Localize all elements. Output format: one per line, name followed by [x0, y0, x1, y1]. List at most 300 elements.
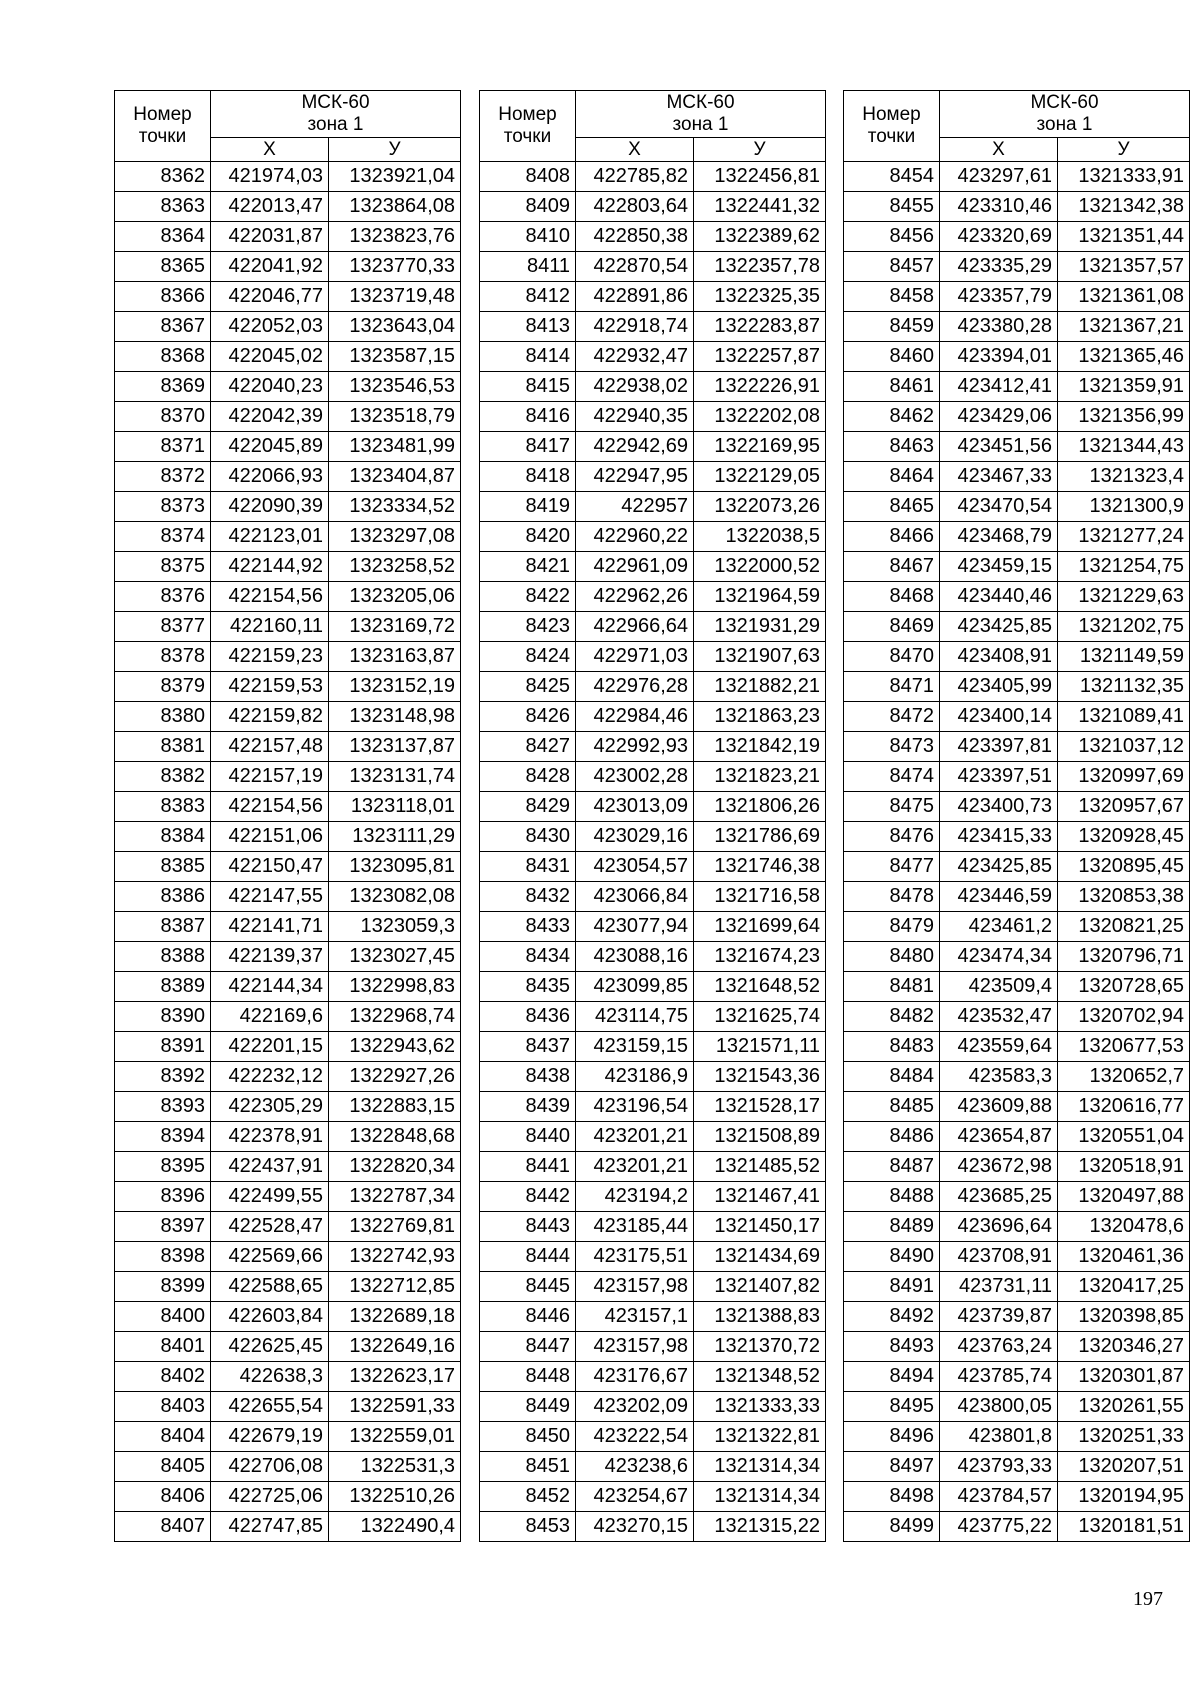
table-row [844, 1332, 1190, 1362]
x-coordinate-cell: 423176,67 [576, 1362, 694, 1392]
point-number-cell: 8383 [115, 792, 211, 822]
x-coordinate-cell: 423297,61 [940, 162, 1058, 192]
x-coordinate-cell: 423775,22 [940, 1512, 1058, 1542]
x-coordinate-cell: 422052,03 [211, 312, 329, 342]
y-coordinate-cell: 1320853,38 [1058, 882, 1190, 912]
table-row [115, 1392, 461, 1422]
x-coordinate-cell: 423609,88 [940, 1092, 1058, 1122]
x-coordinate-cell: 422144,92 [211, 552, 329, 582]
table-row [480, 882, 826, 912]
coordinate-system-header [211, 91, 461, 138]
point-number-cell: 8397 [115, 1212, 211, 1242]
table-row [480, 852, 826, 882]
y-coordinate-cell: 1322038,5 [694, 522, 826, 552]
point-number-cell: 8362 [115, 162, 211, 192]
table-row [844, 192, 1190, 222]
table-row [115, 1332, 461, 1362]
point-number-cell: 8394 [115, 1122, 211, 1152]
x-coordinate-cell: 422499,55 [211, 1182, 329, 1212]
table-row [844, 1392, 1190, 1422]
table-row [844, 222, 1190, 252]
point-number-cell: 8374 [115, 522, 211, 552]
table-row [844, 1482, 1190, 1512]
table-row [115, 1122, 461, 1152]
x-coordinate-cell: 422123,01 [211, 522, 329, 552]
table-row [844, 732, 1190, 762]
x-coordinate-cell: 423446,59 [940, 882, 1058, 912]
y-coordinate-cell: 1321365,46 [1058, 342, 1190, 372]
point-number-cell: 8430 [480, 822, 576, 852]
x-coordinate-cell: 423202,09 [576, 1392, 694, 1422]
table-row [844, 1362, 1190, 1392]
y-coordinate-cell: 1322559,01 [329, 1422, 461, 1452]
y-coordinate-cell: 1321323,4 [1058, 462, 1190, 492]
header-line: Номер [133, 104, 192, 125]
coordinates-table [479, 90, 826, 1542]
y-coordinate-cell: 1320261,55 [1058, 1392, 1190, 1422]
point-number-cell: 8498 [844, 1482, 940, 1512]
table-row [844, 1302, 1190, 1332]
point-number-cell: 8471 [844, 672, 940, 702]
table-row [844, 1182, 1190, 1212]
table-row [480, 522, 826, 552]
x-coordinate-cell: 423397,81 [940, 732, 1058, 762]
x-coordinate-cell: 422870,54 [576, 252, 694, 282]
y-coordinate-cell: 1320551,04 [1058, 1122, 1190, 1152]
table-row [115, 582, 461, 612]
point-number-cell: 8420 [480, 522, 576, 552]
y-coordinate-cell: 1322883,15 [329, 1092, 461, 1122]
table-row [844, 972, 1190, 1002]
x-coordinate-cell: 422013,47 [211, 192, 329, 222]
table-row [480, 282, 826, 312]
point-number-cell: 8432 [480, 882, 576, 912]
table-row [115, 222, 461, 252]
table-row [115, 1482, 461, 1512]
x-coordinate-cell: 422139,37 [211, 942, 329, 972]
y-coordinate-cell: 1321528,17 [694, 1092, 826, 1122]
table-row [844, 1032, 1190, 1062]
table-row [115, 492, 461, 522]
x-coordinate-cell: 422603,84 [211, 1302, 329, 1332]
table-row [115, 402, 461, 432]
table-row [844, 1212, 1190, 1242]
table-row [115, 312, 461, 342]
table-row [480, 822, 826, 852]
table-row [844, 1152, 1190, 1182]
point-number-cell: 8393 [115, 1092, 211, 1122]
x-coordinate-cell: 423459,15 [940, 552, 1058, 582]
table-row [480, 582, 826, 612]
point-number-header [115, 91, 211, 162]
x-column-header: Х [576, 138, 694, 162]
y-coordinate-cell: 1322073,26 [694, 492, 826, 522]
y-coordinate-cell: 1323131,74 [329, 762, 461, 792]
x-coordinate-cell: 423194,2 [576, 1182, 694, 1212]
y-coordinate-cell: 1321333,33 [694, 1392, 826, 1422]
point-number-cell: 8459 [844, 312, 940, 342]
y-coordinate-cell: 1320702,94 [1058, 1002, 1190, 1032]
y-coordinate-cell: 1322998,83 [329, 972, 461, 1002]
y-coordinate-cell: 1321202,75 [1058, 612, 1190, 642]
y-column-header: У [1058, 138, 1190, 162]
x-coordinate-cell: 422942,69 [576, 432, 694, 462]
y-coordinate-cell: 1322649,16 [329, 1332, 461, 1362]
point-number-cell: 8439 [480, 1092, 576, 1122]
table-row [115, 192, 461, 222]
x-coordinate-cell: 423654,87 [940, 1122, 1058, 1152]
x-coordinate-cell: 423461,2 [940, 912, 1058, 942]
coordinate-system-header [576, 91, 826, 138]
y-coordinate-cell: 1323334,52 [329, 492, 461, 522]
y-coordinate-cell: 1322943,62 [329, 1032, 461, 1062]
table-row [480, 732, 826, 762]
y-coordinate-cell: 1320728,65 [1058, 972, 1190, 1002]
point-number-cell: 8426 [480, 702, 576, 732]
y-coordinate-cell: 1323137,87 [329, 732, 461, 762]
table-row [844, 1002, 1190, 1032]
point-number-cell: 8449 [480, 1392, 576, 1422]
header-line: Номер [498, 104, 557, 125]
y-coordinate-cell: 1321315,22 [694, 1512, 826, 1542]
y-coordinate-cell: 1322820,34 [329, 1152, 461, 1182]
x-coordinate-cell: 423451,56 [940, 432, 1058, 462]
table-row [480, 1002, 826, 1032]
table-row [480, 1332, 826, 1362]
point-number-cell: 8392 [115, 1062, 211, 1092]
x-coordinate-cell: 422957 [576, 492, 694, 522]
x-coordinate-cell: 423357,79 [940, 282, 1058, 312]
table-row [115, 822, 461, 852]
table-row [480, 1362, 826, 1392]
x-coordinate-cell: 422932,47 [576, 342, 694, 372]
x-coordinate-cell: 422655,54 [211, 1392, 329, 1422]
table-row [844, 1062, 1190, 1092]
point-number-cell: 8451 [480, 1452, 576, 1482]
point-number-cell: 8437 [480, 1032, 576, 1062]
table-row [115, 552, 461, 582]
point-number-cell: 8372 [115, 462, 211, 492]
y-coordinate-cell: 1323095,81 [329, 852, 461, 882]
point-number-cell: 8416 [480, 402, 576, 432]
y-coordinate-cell: 1321333,91 [1058, 162, 1190, 192]
point-number-cell: 8375 [115, 552, 211, 582]
x-coordinate-cell: 422151,06 [211, 822, 329, 852]
table-row [480, 702, 826, 732]
table-row [480, 1122, 826, 1152]
y-coordinate-cell: 1323297,08 [329, 522, 461, 552]
table-row [844, 852, 1190, 882]
table-row [844, 252, 1190, 282]
table-row [480, 252, 826, 282]
table-row [115, 942, 461, 972]
y-coordinate-cell: 1321882,21 [694, 672, 826, 702]
point-number-cell: 8478 [844, 882, 940, 912]
table-row [480, 972, 826, 1002]
point-number-cell: 8366 [115, 282, 211, 312]
point-number-cell: 8388 [115, 942, 211, 972]
x-coordinate-cell: 423739,87 [940, 1302, 1058, 1332]
x-coordinate-cell: 422157,19 [211, 762, 329, 792]
y-column-header: У [329, 138, 461, 162]
point-number-cell: 8423 [480, 612, 576, 642]
x-coordinate-cell: 422090,39 [211, 492, 329, 522]
y-coordinate-cell: 1322389,62 [694, 222, 826, 252]
x-coordinate-cell: 422940,35 [576, 402, 694, 432]
x-coordinate-cell: 422803,64 [576, 192, 694, 222]
table-row [115, 1452, 461, 1482]
table-row [844, 582, 1190, 612]
x-coordinate-cell: 422706,08 [211, 1452, 329, 1482]
point-number-cell: 8371 [115, 432, 211, 462]
point-number-cell: 8463 [844, 432, 940, 462]
x-coordinate-cell: 423270,15 [576, 1512, 694, 1542]
x-coordinate-cell: 422305,29 [211, 1092, 329, 1122]
table-row [844, 672, 1190, 702]
y-coordinate-cell: 1322169,95 [694, 432, 826, 462]
y-coordinate-cell: 1322490,4 [329, 1512, 461, 1542]
point-number-cell: 8470 [844, 642, 940, 672]
point-number-cell: 8367 [115, 312, 211, 342]
point-number-cell: 8438 [480, 1062, 576, 1092]
table-row [480, 1152, 826, 1182]
y-coordinate-cell: 1321907,63 [694, 642, 826, 672]
table-row [115, 372, 461, 402]
table-row [844, 162, 1190, 192]
table-row [115, 912, 461, 942]
point-number-cell: 8418 [480, 462, 576, 492]
x-coordinate-cell: 422232,12 [211, 1062, 329, 1092]
x-coordinate-cell: 423320,69 [940, 222, 1058, 252]
point-number-cell: 8494 [844, 1362, 940, 1392]
x-coordinate-cell: 422528,47 [211, 1212, 329, 1242]
y-coordinate-cell: 1322591,33 [329, 1392, 461, 1422]
y-coordinate-cell: 1321716,58 [694, 882, 826, 912]
y-coordinate-cell: 1322787,34 [329, 1182, 461, 1212]
y-coordinate-cell: 1322257,87 [694, 342, 826, 372]
x-coordinate-cell: 423114,75 [576, 1002, 694, 1032]
x-coordinate-cell: 423763,24 [940, 1332, 1058, 1362]
x-coordinate-cell: 423425,85 [940, 852, 1058, 882]
table-row [844, 792, 1190, 822]
x-coordinate-cell: 422378,91 [211, 1122, 329, 1152]
point-number-cell: 8464 [844, 462, 940, 492]
page-number: 197 [1133, 1588, 1163, 1610]
point-number-cell: 8396 [115, 1182, 211, 1212]
table-row [115, 792, 461, 822]
x-coordinate-cell: 422031,87 [211, 222, 329, 252]
table-row [115, 1062, 461, 1092]
x-coordinate-cell: 422437,91 [211, 1152, 329, 1182]
y-coordinate-cell: 1321367,21 [1058, 312, 1190, 342]
y-coordinate-cell: 1320461,36 [1058, 1242, 1190, 1272]
point-number-cell: 8377 [115, 612, 211, 642]
table-row [844, 1242, 1190, 1272]
x-coordinate-cell: 423785,74 [940, 1362, 1058, 1392]
table-row [480, 672, 826, 702]
x-coordinate-cell: 422169,6 [211, 1002, 329, 1032]
x-coordinate-cell: 423468,79 [940, 522, 1058, 552]
table-row [115, 1032, 461, 1062]
point-number-cell: 8369 [115, 372, 211, 402]
y-coordinate-cell: 1320997,69 [1058, 762, 1190, 792]
point-number-cell: 8428 [480, 762, 576, 792]
y-coordinate-cell: 1321229,63 [1058, 582, 1190, 612]
table-row [844, 702, 1190, 732]
x-coordinate-cell: 423066,84 [576, 882, 694, 912]
x-coordinate-cell: 423254,67 [576, 1482, 694, 1512]
point-number-cell: 8493 [844, 1332, 940, 1362]
header-line: Номер [862, 104, 921, 125]
y-coordinate-cell: 1322742,93 [329, 1242, 461, 1272]
point-number-cell: 8479 [844, 912, 940, 942]
y-coordinate-cell: 1320518,91 [1058, 1152, 1190, 1182]
point-number-cell: 8466 [844, 522, 940, 552]
y-coordinate-cell: 1320821,25 [1058, 912, 1190, 942]
y-coordinate-cell: 1320207,51 [1058, 1452, 1190, 1482]
x-coordinate-cell: 423157,98 [576, 1272, 694, 1302]
point-number-cell: 8385 [115, 852, 211, 882]
y-coordinate-cell: 1321931,29 [694, 612, 826, 642]
x-coordinate-cell: 423793,33 [940, 1452, 1058, 1482]
x-coordinate-cell: 423425,85 [940, 612, 1058, 642]
x-coordinate-cell: 422891,86 [576, 282, 694, 312]
x-coordinate-cell: 423380,28 [940, 312, 1058, 342]
x-coordinate-cell: 423335,29 [940, 252, 1058, 282]
point-number-cell: 8402 [115, 1362, 211, 1392]
x-coordinate-cell: 423088,16 [576, 942, 694, 972]
x-coordinate-cell: 422066,93 [211, 462, 329, 492]
x-coordinate-cell: 422045,89 [211, 432, 329, 462]
x-coordinate-cell: 423159,15 [576, 1032, 694, 1062]
x-coordinate-cell: 423708,91 [940, 1242, 1058, 1272]
x-coordinate-cell: 423532,47 [940, 1002, 1058, 1032]
point-number-cell: 8373 [115, 492, 211, 522]
point-number-cell: 8473 [844, 732, 940, 762]
x-coordinate-cell: 423175,51 [576, 1242, 694, 1272]
y-coordinate-cell: 1323643,04 [329, 312, 461, 342]
table-row [115, 672, 461, 702]
x-coordinate-cell: 423077,94 [576, 912, 694, 942]
point-number-cell: 8483 [844, 1032, 940, 1062]
x-coordinate-cell: 423397,51 [940, 762, 1058, 792]
y-coordinate-cell: 1320616,77 [1058, 1092, 1190, 1122]
point-number-cell: 8434 [480, 942, 576, 972]
table-row [480, 642, 826, 672]
y-coordinate-cell: 1322441,32 [694, 192, 826, 222]
y-coordinate-cell: 1321314,34 [694, 1452, 826, 1482]
table-row [844, 1422, 1190, 1452]
point-number-cell: 8490 [844, 1242, 940, 1272]
header-line: точки [138, 126, 187, 147]
x-coordinate-cell: 423685,25 [940, 1182, 1058, 1212]
x-coordinate-cell: 423157,98 [576, 1332, 694, 1362]
table-row [844, 552, 1190, 582]
x-coordinate-cell: 422747,85 [211, 1512, 329, 1542]
table-row [115, 642, 461, 672]
point-number-cell: 8415 [480, 372, 576, 402]
x-coordinate-cell: 423013,09 [576, 792, 694, 822]
point-number-cell: 8389 [115, 972, 211, 1002]
x-coordinate-cell: 422976,28 [576, 672, 694, 702]
x-coordinate-cell: 423408,91 [940, 642, 1058, 672]
point-number-cell: 8489 [844, 1212, 940, 1242]
header-line: точки [867, 126, 916, 147]
table-row [480, 912, 826, 942]
x-coordinate-cell: 423801,8 [940, 1422, 1058, 1452]
y-coordinate-cell: 1323205,06 [329, 582, 461, 612]
point-number-header [844, 91, 940, 162]
y-coordinate-cell: 1321348,52 [694, 1362, 826, 1392]
point-number-cell: 8448 [480, 1362, 576, 1392]
table-row [480, 1242, 826, 1272]
x-coordinate-cell: 422938,02 [576, 372, 694, 402]
x-coordinate-cell: 422679,19 [211, 1422, 329, 1452]
point-number-cell: 8444 [480, 1242, 576, 1272]
x-coordinate-cell: 422154,56 [211, 582, 329, 612]
point-number-cell: 8384 [115, 822, 211, 852]
point-number-cell: 8391 [115, 1032, 211, 1062]
point-number-cell: 8422 [480, 582, 576, 612]
table-row [115, 432, 461, 462]
y-coordinate-cell: 1321342,38 [1058, 192, 1190, 222]
y-coordinate-cell: 1323169,72 [329, 612, 461, 642]
table-row [480, 942, 826, 972]
y-coordinate-cell: 1321571,11 [694, 1032, 826, 1062]
y-coordinate-cell: 1321625,74 [694, 1002, 826, 1032]
point-number-cell: 8476 [844, 822, 940, 852]
point-number-cell: 8387 [115, 912, 211, 942]
table-row [480, 162, 826, 192]
y-coordinate-cell: 1323163,87 [329, 642, 461, 672]
table-row [480, 492, 826, 522]
table-row [115, 1302, 461, 1332]
y-coordinate-cell: 1323546,53 [329, 372, 461, 402]
table-row [115, 1092, 461, 1122]
x-coordinate-cell: 422159,53 [211, 672, 329, 702]
table-row [115, 1272, 461, 1302]
table-row [115, 1002, 461, 1032]
y-coordinate-cell: 1320417,25 [1058, 1272, 1190, 1302]
x-coordinate-cell: 422625,45 [211, 1332, 329, 1362]
x-coordinate-cell: 423185,44 [576, 1212, 694, 1242]
y-coordinate-cell: 1321964,59 [694, 582, 826, 612]
table-row [115, 732, 461, 762]
table-row [115, 462, 461, 492]
x-coordinate-cell: 422045,02 [211, 342, 329, 372]
point-number-cell: 8445 [480, 1272, 576, 1302]
header-line: МСК-60 [1030, 92, 1099, 113]
table-row [480, 1482, 826, 1512]
y-coordinate-cell: 1321037,12 [1058, 732, 1190, 762]
table-row [844, 762, 1190, 792]
y-coordinate-cell: 1321450,17 [694, 1212, 826, 1242]
point-number-cell: 8482 [844, 1002, 940, 1032]
y-coordinate-cell: 1321344,43 [1058, 432, 1190, 462]
y-coordinate-cell: 1320652,7 [1058, 1062, 1190, 1092]
point-number-cell: 8442 [480, 1182, 576, 1212]
y-coordinate-cell: 1321746,38 [694, 852, 826, 882]
y-coordinate-cell: 1323148,98 [329, 702, 461, 732]
y-coordinate-cell: 1321434,69 [694, 1242, 826, 1272]
point-number-cell: 8456 [844, 222, 940, 252]
point-number-cell: 8450 [480, 1422, 576, 1452]
point-number-cell: 8452 [480, 1482, 576, 1512]
table-row [480, 462, 826, 492]
table-row [844, 492, 1190, 522]
point-number-cell: 8468 [844, 582, 940, 612]
y-coordinate-cell: 1321357,57 [1058, 252, 1190, 282]
